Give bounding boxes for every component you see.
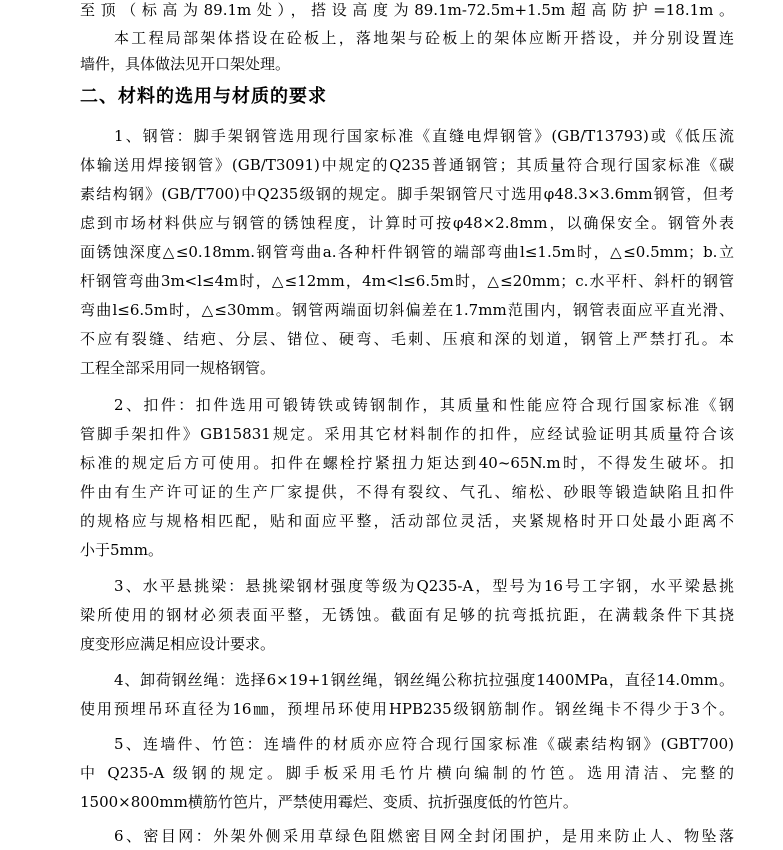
text-line: 杆钢管弯曲3m<l≤4m时，△≤12mm，4m<l≤6.5m时，△≤20mm；c.水平杆、斜杆的钢管 (80, 272, 734, 290)
text-line: 面锈蚀深度△≤0.18mm.钢管弯曲a.各种杆件钢管的端部弯曲l≤1.5m时，△≤0.5mm；b.立 (80, 243, 734, 261)
text-line: 1500×800mm横筋竹笆片，严禁使用霉烂、变质、抗折强度低的竹笆片。 (80, 793, 578, 811)
text-line: 虑到市场材料供应与钢管的锈蚀程度，计算时可按φ48×2.8mm，以确保安全。钢管外表 (80, 214, 734, 232)
text-line: 工程全部采用同一规格钢管。 (80, 359, 276, 377)
text-line: 4、卸荷钢丝绳：选择6×19+1钢丝绳，钢丝绳公称抗拉强度1400MPa，直径14.0mm。 (114, 671, 734, 689)
text-line: 件由有生产许可证的生产厂家提供，不得有裂纹、气孔、缩松、砂眼等锻造缺陷且扣件 (80, 483, 734, 501)
text-line: 1、钢管：脚手架钢管选用现行国家标准《直缝电焊钢管》(GB/T13793)或《低压流 (114, 127, 734, 145)
text-line: 度变形应满足相应设计要求。 (80, 635, 276, 653)
text-line: 小于5mm。 (80, 541, 163, 559)
text-line: 中 Q235-A 级钢的规定。脚手板采用毛竹片横向编制的竹笆。选用清洁、完整的 (80, 764, 734, 782)
text-line: 标准的规定后方可使用。扣件在螺栓拧紧扭力矩达到40~65N.m时，不得发生破坏。扣 (80, 454, 734, 472)
text-line: 6、密目网：外架外侧采用草绿色阻燃密目网全封闭围护，是用来防止人、物坠落 (114, 827, 734, 845)
text-line: 弯曲l≤6.5m时，△≤30mm。钢管两端面切斜偏差在1.7mm范围内，钢管表面应平直光滑、 (80, 301, 734, 319)
text-line: 5、连墙件、竹笆：连墙件的材质亦应符合现行国家标准《碳素结构钢》(GBT700) (114, 735, 734, 753)
section-heading: 二、材料的选用与材质的要求 (80, 86, 327, 107)
text-line: 管脚手架扣件》GB15831规定。采用其它材料制作的扣件，应经试验证明其质量符合该 (80, 425, 734, 443)
text-line: 素结构钢》(GB/T700)中Q235级钢的规定。脚手架钢管尺寸选用φ48.3×3.6mm钢管，但考 (80, 185, 734, 203)
text-line: 体输送用焊接钢管》(GB/T3091)中规定的Q235普通钢管；其质量符合现行国家标准《碳 (80, 156, 734, 174)
text-line: 的规格应与规格相匹配，贴和面应平整，活动部位灵活，夹紧规格时开口处最小距离不 (80, 512, 734, 530)
text-line: 不应有裂缝、结疤、分层、错位、硬弯、毛刺、压痕和深的划道，钢管上严禁打孔。本 (80, 330, 734, 348)
text-line: 墙件，具体做法见开口架处理。 (80, 55, 291, 73)
text-line: 使用预埋吊环直径为16㎜，预埋吊环使用HPB235级钢筋制作。钢丝绳卡不得少于3个。 (80, 700, 734, 718)
text-line: 梁所使用的钢材必须表面平整，无锈蚀。截面有足够的抗弯抵抗距，在满载条件下其挠 (80, 606, 734, 624)
text-line: 至顶（标高为89.1m处），搭设高度为89.1m-72.5m+1.5m超高防护=18.1m。 (80, 1, 734, 19)
text-line: 2、扣件：扣件选用可锻铸铁或铸钢制作，其质量和性能应符合现行国家标准《钢 (114, 396, 734, 414)
text-line: 本工程局部架体搭设在砼板上，落地架与砼板上的架体应断开搭设，并分别设置连 (114, 29, 734, 47)
text-line: 3、水平悬挑梁：悬挑梁钢材强度等级为Q235-A，型号为16号工字钢，水平梁悬挑 (114, 577, 734, 595)
